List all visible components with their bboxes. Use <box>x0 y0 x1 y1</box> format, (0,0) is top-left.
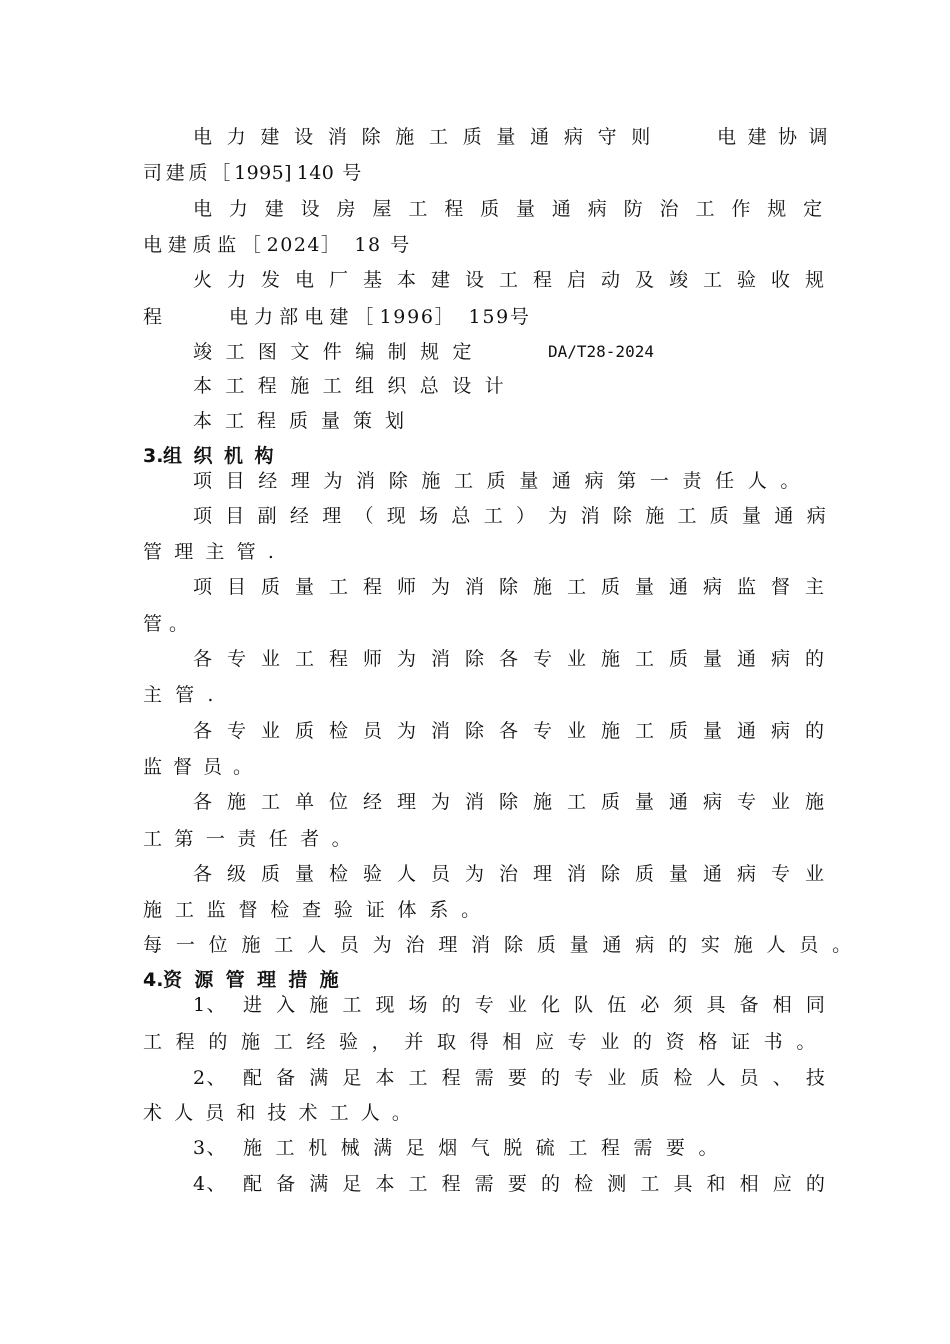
reference-4: 竣 工 图 文 件 编 制 规 定 DA/T28-2024 <box>0 337 950 367</box>
section-3-paragraph-2-line-1: 项 目 副 经 理 （ 现 场 总 工 ） 为 消 除 施 工 质 量 通 病 <box>193 505 826 527</box>
reference-1-line-1: 电 力 建 设 消 除 施 工 质 量 通 病 守 则 电 建 协 调 <box>193 126 828 148</box>
section-3-paragraph-7-line-1: 各 级 质 量 检 验 人 员 为 治 理 消 除 质 量 通 病 专 业 <box>193 863 825 885</box>
reference-4-code: DA/T28-2024 <box>548 342 654 361</box>
section-3-heading: 3. 组 织 机 构 <box>0 441 950 471</box>
section-4-heading: 4. 资 源 管 理 措 施 <box>0 965 950 995</box>
section-3-paragraph-6-line-2: 工 第 一 责 任 者 。 <box>143 828 351 850</box>
section-3-paragraph-4-line-2: 主 管 . <box>143 684 214 706</box>
section-3-closing-line: 每 一 位 施 工 人 员 为 治 理 消 除 质 量 通 病 的 实 施 人 员 。 <box>143 934 852 956</box>
reference-6: 本 工 程 质 量 策 划 <box>193 410 405 432</box>
section-3-number: 3. <box>143 445 164 467</box>
section-4-item-2-line-2: 术 人 员 和 技 术 工 人 。 <box>143 1102 411 1124</box>
section-4-item-2-line-1: 2 、 配 备 满 足 本 工 程 需 要 的 专 业 质 检 人 员 、 技 <box>193 1067 825 1089</box>
section-3-paragraph-3-line-1: 项 目 质 量 工 程 师 为 消 除 施 工 质 量 通 病 监 督 主 <box>193 576 825 598</box>
section-3-paragraph-4-line-1: 各 专 业 工 程 师 为 消 除 各 专 业 施 工 质 量 通 病 的 <box>193 648 825 670</box>
reference-1-line-2: 司 建 质 ［ 1 9 9 5 ] 1 4 0 号 <box>143 162 362 184</box>
section-4-number: 4. <box>143 969 164 991</box>
section-3-paragraph-1: 项 目 经 理 为 消 除 施 工 质 量 通 病 第 一 责 任 人 。 <box>193 470 800 492</box>
section-3-paragraph-5-line-1: 各 专 业 质 检 员 为 消 除 各 专 业 施 工 质 量 通 病 的 <box>193 720 825 742</box>
reference-2-line-1: 电 力 建 设 房 屋 工 程 质 量 通 病 防 治 工 作 规 定 <box>193 198 823 220</box>
section-4-item-4: 4 、 配 备 满 足 本 工 程 需 要 的 检 测 工 具 和 相 应 的 <box>193 1173 825 1195</box>
section-4-item-1-line-1: 1 、 进 入 施 工 现 场 的 专 业 化 队 伍 必 须 具 备 相 同 <box>193 994 825 1016</box>
reference-5: 本 工 程 施 工 组 织 总 设 计 <box>193 375 504 397</box>
reference-3-line-1: 火 力 发 电 厂 基 本 建 设 工 程 启 动 及 竣 工 验 收 规 <box>193 269 825 291</box>
section-3-paragraph-7-line-2: 施 工 监 督 检 查 验 证 体 系 。 <box>143 899 481 921</box>
section-3-paragraph-5-line-2: 监 督 员 。 <box>143 756 253 778</box>
section-3-paragraph-2-line-2: 管 理 主 管 . <box>143 541 274 563</box>
reference-3-line-2: 程 电 力 部 电 建 ［ 1 9 9 6 ］ 1 5 9 号 <box>143 306 529 328</box>
section-3-paragraph-6-line-1: 各 施 工 单 位 经 理 为 消 除 施 工 质 量 通 病 专 业 施 <box>193 791 825 813</box>
section-3-paragraph-3-line-2: 管 。 <box>143 613 189 635</box>
section-4-item-1-line-2: 工 程 的 施 工 经 验 ， 并 取 得 相 应 专 业 的 资 格 证 书 。 <box>143 1031 816 1053</box>
reference-2-line-2: 电 建 质 监 ［ 2 0 2 4 ］ 1 8 号 <box>143 234 410 256</box>
section-4-item-3: 3 、 施 工 机 械 满 足 烟 气 脱 硫 工 程 需 要 。 <box>193 1137 718 1159</box>
